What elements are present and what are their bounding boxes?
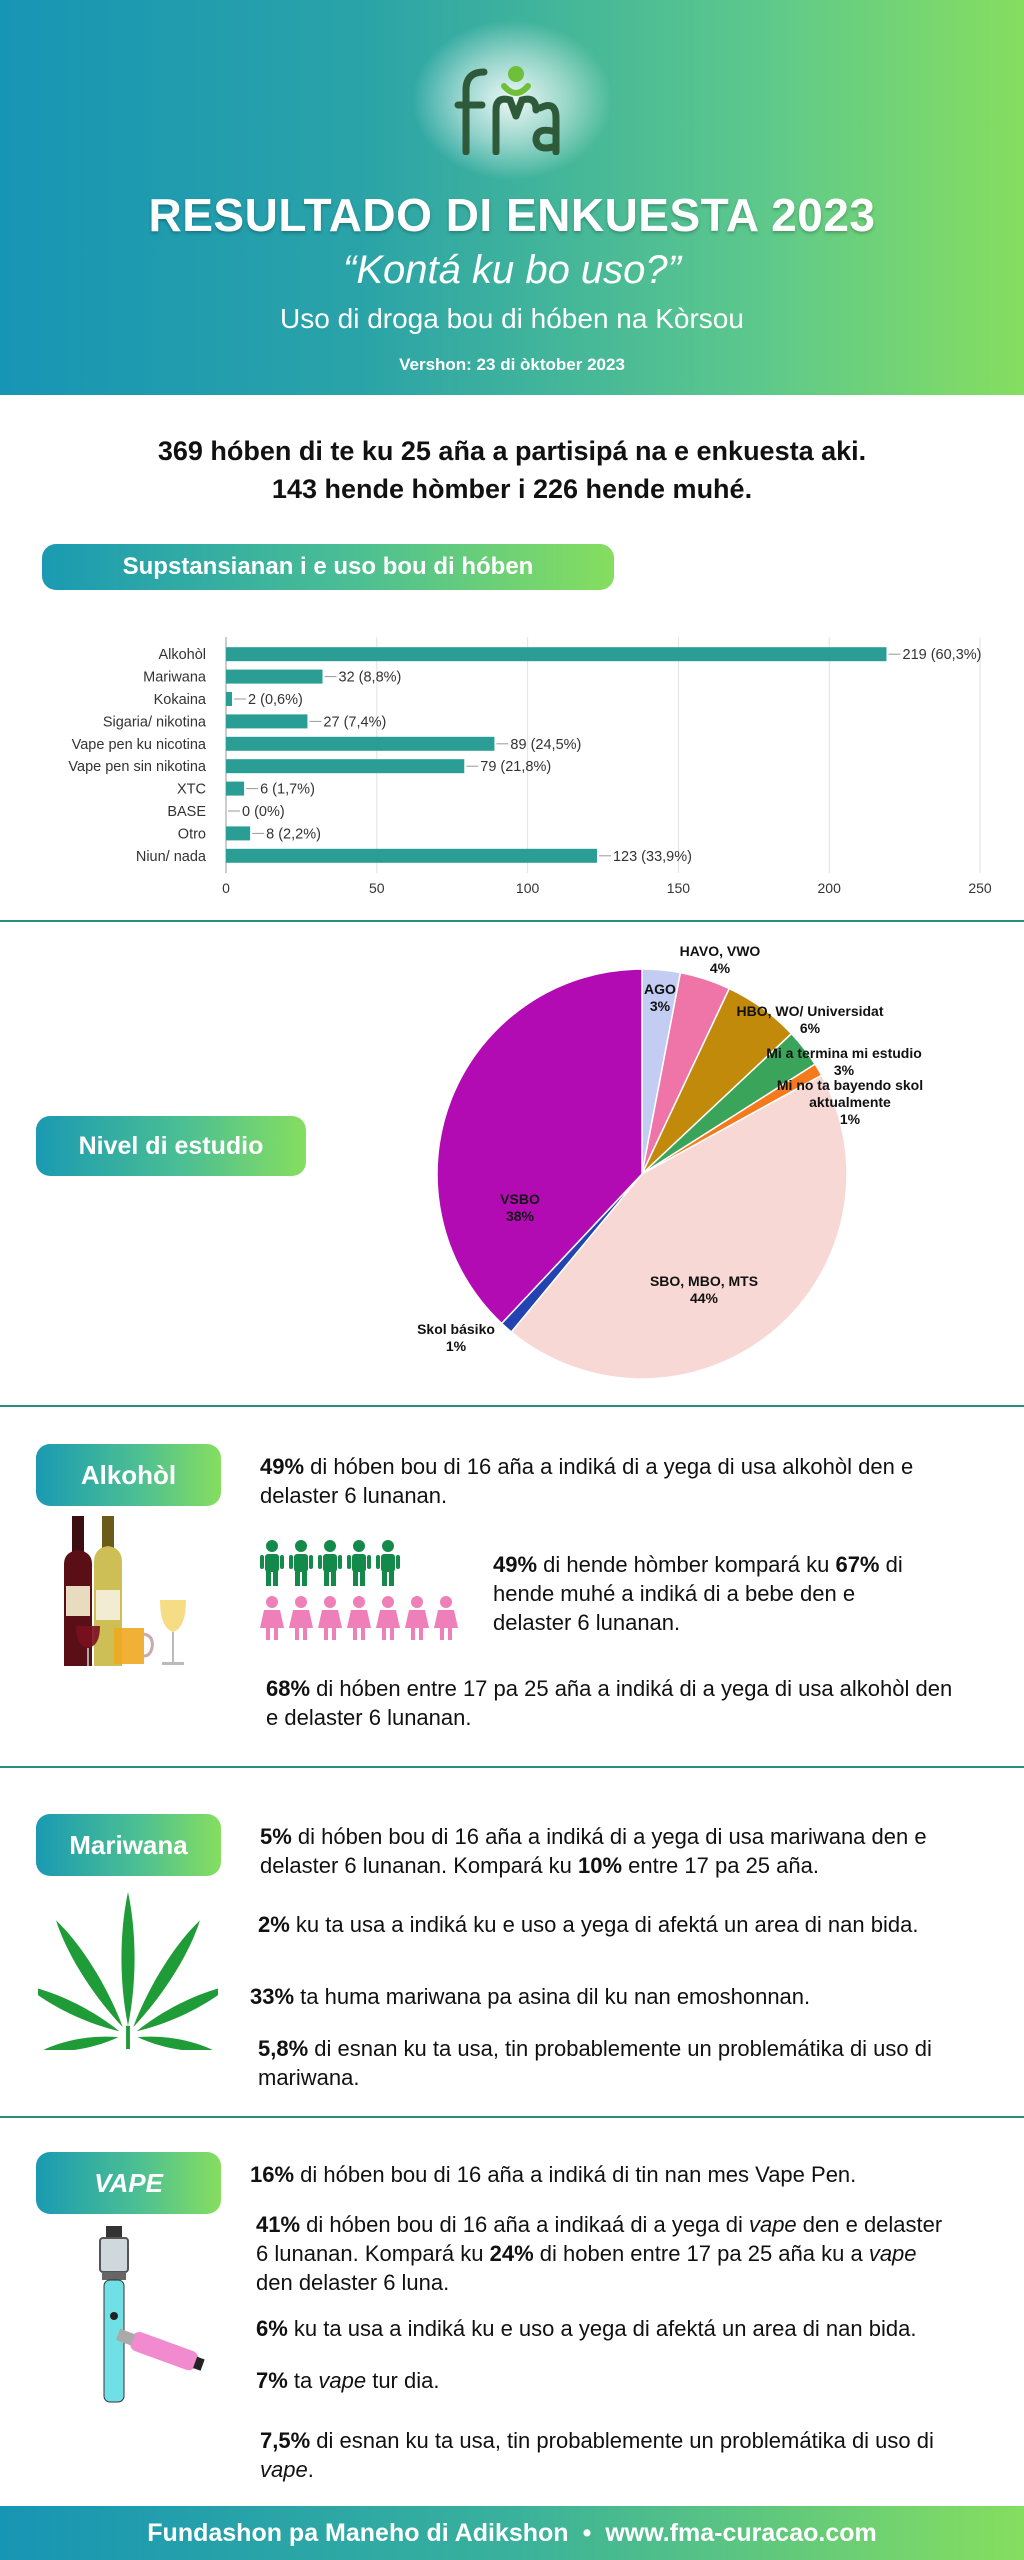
data-label: 32 (8,8%) (338, 669, 402, 686)
bar (226, 826, 250, 840)
intro-line-2: 143 hende hòmber i 226 hende muhé. (271, 474, 753, 504)
footer-bar (0, 2506, 1024, 2560)
report-title: RESULTADO DI ENKUESTA 2023 (148, 189, 876, 241)
female-figure-icon (318, 1596, 342, 1640)
slice-label: HAVO, VWO 4% (679, 943, 761, 976)
data-label: 2 (0,6%) (248, 692, 303, 708)
vape-section-label: VAPE (36, 2152, 221, 2214)
x-tick-label: 150 (666, 880, 691, 896)
intro-line-1: 369 hóben di te ku 25 aña a partisipá na e enkuesta aki. (157, 436, 867, 466)
category-label: Vape pen sin nikotina (68, 759, 206, 776)
data-label: 0 (0%) (242, 804, 285, 820)
bar (226, 759, 464, 773)
education-section-label: Nivel di estudio (36, 1116, 306, 1176)
footer-separator: • (582, 2518, 592, 2547)
vape-stat-1: 16% di hóben bou di 16 aña a indiká di tin nan mes Vape Pen. (250, 2162, 857, 2187)
gender-pictogram (256, 1538, 466, 1642)
slice-label: Skol básiko 1% (417, 1321, 495, 1354)
category-label: XTC (177, 781, 206, 798)
x-tick-label: 0 (222, 880, 230, 896)
vape-stat-3: 6% ku ta usa a indiká ku e uso a yega di afektá un area di nan bida. (256, 2316, 917, 2341)
header-banner (0, 0, 1024, 395)
male-figure-icon (347, 1540, 371, 1586)
marijuana-stat-3: 33% ta huma mariwana pa asina dil ku nan emoshonnan. (250, 1984, 811, 2009)
marijuana-section-label: Mariwana (36, 1814, 221, 1876)
divider-2 (0, 1405, 1024, 1407)
category-label: Kokaina (153, 692, 206, 708)
footer-url-link[interactable]: www.fma-curacao.com (605, 2518, 877, 2547)
slice-label: VSBO 38% (500, 1191, 540, 1224)
data-label: 89 (24,5%) (510, 736, 582, 753)
fma-logo (452, 60, 572, 155)
category-label: Sigaria/ nikotina (102, 714, 206, 731)
bar (226, 692, 232, 706)
cannabis-leaf-icon (38, 1890, 218, 2050)
alcohol-stat-1: 49% di hóben bou di 16 aña a indiká di a yega di usa alkohòl den e delaster 6 lunanan. (260, 1454, 914, 1508)
category-label: Alkohòl (158, 647, 206, 664)
female-figure-icon (434, 1596, 458, 1640)
x-tick-label: 250 (968, 880, 992, 896)
category-label: Niun/ nada (135, 848, 206, 865)
category-label: Vape pen ku nicotina (71, 736, 206, 753)
bar (226, 737, 494, 751)
x-tick-label: 50 (369, 880, 385, 896)
female-figure-icon (347, 1596, 371, 1640)
slice-label: HBO, WO/ Universidat 6% (736, 1003, 884, 1036)
data-label: 79 (21,8%) (480, 759, 552, 776)
vape-stat-5: 7,5% di esnan ku ta usa, tin probablemente un problemátika di uso di vape. (260, 2428, 934, 2482)
data-label: 6 (1,7%) (260, 781, 315, 798)
marijuana-stat-2: 2% ku ta usa a indiká ku e uso a yega di afektá un area di nan bida. (258, 1912, 919, 1937)
report-subtitle: “Kontá ku bo uso?” (343, 248, 681, 292)
vape-stat-2: 41% di hóben bou di 16 aña a indikaá di a yega di vape den e delaster 6 lunanan. Kompará ku 24% di hoben entre 17 pa 25 aña ku a vape den delaster 6 luna. (256, 2212, 943, 2295)
bar (226, 782, 244, 796)
divider-4 (0, 2116, 1024, 2118)
male-figure-icon (260, 1540, 284, 1586)
male-figure-icon (376, 1540, 400, 1586)
slice-label: SBO, MBO, MTS 44% (649, 1273, 759, 1306)
category-label: Mariwana (143, 669, 206, 686)
divider-1 (0, 920, 1024, 922)
male-figure-icon (318, 1540, 342, 1586)
intro-summary (0, 432, 1024, 508)
logo-text: fma (452, 60, 454, 61)
bar (226, 849, 597, 863)
vape-stat-4: 7% ta vape tur dia. (256, 2368, 440, 2393)
bar (226, 670, 323, 684)
report-description: Uso di droga bou di hóben na Kòrsou (280, 303, 744, 334)
vape-pen-icon (60, 2226, 210, 2406)
data-label: 8 (2,2%) (266, 826, 321, 843)
category-label: Otro (177, 826, 206, 843)
bar (226, 647, 887, 661)
alcohol-section-label: Alkohòl (36, 1444, 221, 1506)
bar (226, 714, 307, 728)
divider-3 (0, 1766, 1024, 1768)
female-figure-icon (405, 1596, 429, 1640)
x-tick-label: 200 (817, 880, 841, 896)
alcohol-bottles-icon (52, 1516, 202, 1676)
marijuana-stat-1: 5% di hóben bou di 16 aña a indiká di a yega di usa mariwana den e delaster 6 lunanan. Kompará ku 10% entre 17 pa 25 aña. (260, 1824, 927, 1878)
version-date: Vershon: 23 di òktober 2023 (399, 355, 625, 374)
slice-label: AGO 3% (644, 981, 676, 1014)
female-figure-icon (376, 1596, 400, 1640)
data-label: 219 (60,3%) (902, 647, 982, 664)
male-figure-icon (289, 1540, 313, 1586)
slice-label: Mi no ta bayendo skol aktualmente 1% (776, 1077, 924, 1127)
female-figure-icon (289, 1596, 313, 1640)
alcohol-stat-3: 68% di hóben entre 17 pa 25 aña a indiká di a yega di usa alkohòl den e delaster 6 lunanan. (266, 1676, 953, 1730)
education-pie-chart (380, 940, 1020, 1380)
data-label: 27 (7,4%) (323, 714, 387, 731)
female-figure-icon (260, 1596, 284, 1640)
data-label: 123 (33,9%) (612, 848, 692, 865)
alcohol-stat-2: 49% di hende hòmber kompará ku 67% di hende muhé a indiká di a bebe den e delaster 6 lunanan. (493, 1552, 903, 1635)
slice-label: Mi a termina mi estudio 3% (766, 1045, 922, 1078)
category-label: BASE (167, 804, 206, 820)
footer-org: Fundashon pa Maneho di Adikshon (147, 2518, 569, 2547)
substances-bar-chart (0, 625, 1024, 905)
x-tick-label: 100 (515, 880, 540, 896)
marijuana-stat-4: 5,8% di esnan ku ta usa, tin probablemente un problemátika di uso di mariwana. (258, 2036, 932, 2090)
substances-section-label: Supstansianan i e uso bou di hóben (42, 544, 614, 590)
